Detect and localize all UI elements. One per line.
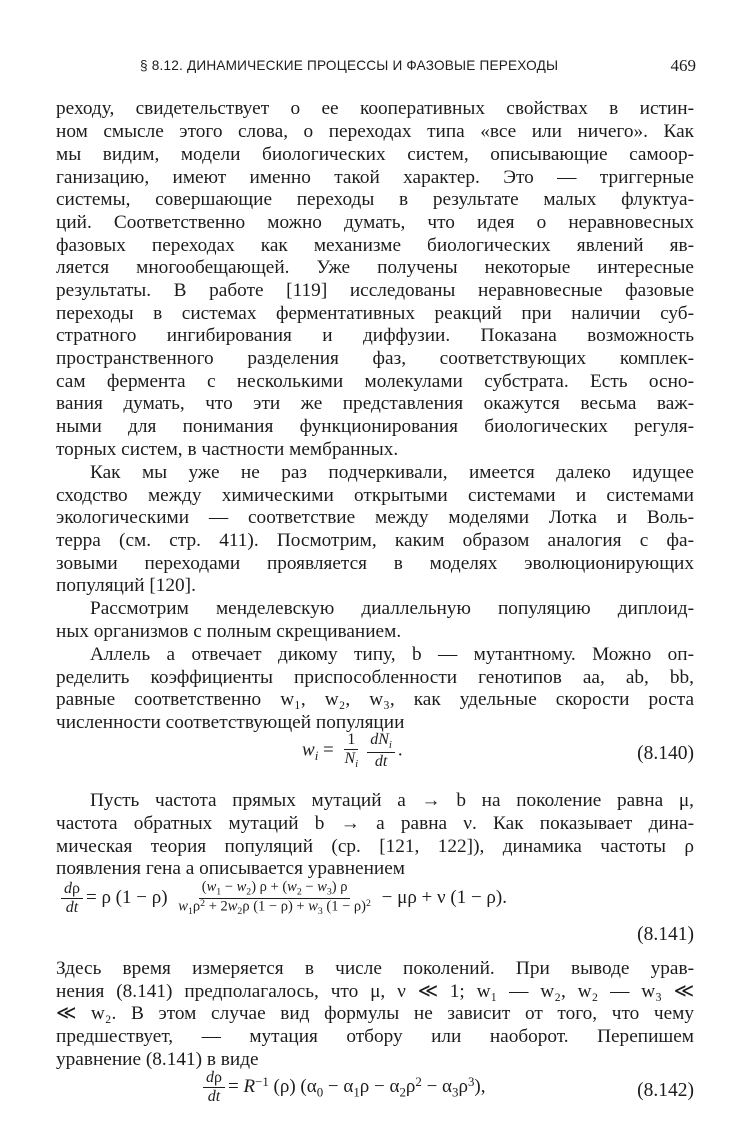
page-number: 469 [670,56,696,75]
text-line: вания думать, что эти же представления окажутся весьма важ- [56,393,694,414]
text-line: ганизацию, имеют именно такой характер. Это — триггерные [56,167,694,188]
text-line: равные соответственно w₁, w₂, w₃, как удельные скорости роста [56,689,694,710]
text-line: популяций [120]. [56,575,196,596]
text-line: фазовых переходах как механизме биологических явлений яв- [56,235,694,256]
equation-number: (8.141) [637,924,694,945]
text-line: ляется многообещающей. Уже получены некоторые интересные [56,257,694,278]
text-line: зовыми переходами проявляется в моделях эволюционирующих [56,553,694,574]
text-line: Пусть частота прямых мутаций a → b на поколение равна μ, [90,790,694,811]
text-line: сходство между химическими открытыми системами и системами [56,485,694,506]
text-line: появления гена a описывается уравнением [56,858,405,879]
equation-8-142: $\frac{d\rho}{dt}$ = $R^{-1}$ (ρ) $(\alpha_0 - \alpha_1\rho - \alpha_2\rho^2 - \alpha_3\rho^3)$, [200,1070,485,1105]
text-line: системы, совершающие переходы в результате малых флуктуа- [56,189,694,210]
text-line: переходы в системах ферментативных реакций при наличии суб- [56,303,694,324]
running-title: § 8.12. ДИНАМИЧЕСКИЕ ПРОЦЕССЫ И ФАЗОВЫЕ ПЕРЕХОДЫ [140,58,559,73]
text-line: сам фермента с несколькими молекулами субстрата. Есть осно- [56,371,694,392]
equation-8-141: $\frac{d\rho}{dt}$ = ρ (1 − ρ) $\frac{(w_1 - w_2) \rho + (w_2 - w_3) \rho}{w_1\rho^2 + 2w_2\rho (1 - \rho) + w_3 (1 - \rho)^2}$ − μρ + ν (1 − ρ). [58,880,507,917]
text-line: экологическими — соответствие между моделями Лотка и Воль- [56,507,694,528]
equation-8-140: $w_i$ = $\frac{1}{N_i}$ $\frac{dN_i}{dt}$ . [302,731,403,770]
text-line: ном смысле этого слова, о переходах типа «все или ничего». Как [56,121,694,142]
text-line: результаты. В работе [119] исследованы неравновесные фазовые [56,280,694,301]
text-line: ных организмов с полным скрещиванием. [56,621,402,642]
text-line: мическая теория популяций (ср. [121, 122]), динамика частоты ρ [56,836,694,857]
equation-number: (8.140) [637,743,694,764]
text-line: численности соответствующей популяции [56,712,405,733]
text-line: терра (см. стр. 411). Посмотрим, каким образом аналогия с фа- [56,530,694,551]
text-line: Аллель a отвечает дикому типу, b — мутантному. Можно оп- [90,644,694,665]
text-line: уравнение (8.141) в виде [56,1049,259,1070]
text-line: пространственного разделения фаз, соответствующих комплек- [56,348,694,369]
text-line: Как мы уже не раз подчеркивали, имеется далеко идущее [90,462,694,483]
text-line: ределить коэффициенты приспособленности генотипов aa, ab, bb, [56,667,694,688]
text-line: нения (8.141) предполагалось, что μ, ν ≪ 1; w₁ — w₂, w₂ — w₃ ≪ [56,981,694,1002]
equation-number: (8.142) [637,1080,694,1101]
text-line: торных систем, в частности мембранных. [56,439,399,460]
text-line: ций. Соответственно можно думать, что идея о неравновесных [56,212,694,233]
text-line: предшествует, — мутация отбору или наоборот. Перепишем [56,1026,694,1047]
text-line: ными для понимания функционирования биологических регуля- [56,416,694,437]
text-line: реходу, свидетельствует о ее кооперативных свойствах в истин- [56,98,694,119]
text-line: ≪ w₂. В этом случае вид формулы не зависит от того, что чему [56,1003,694,1024]
text-line: мы видим, модели биологических систем, описывающие самоор- [56,144,694,165]
text-line: Здесь время измеряется в числе поколений. При выводе урав- [56,958,694,979]
text-line: стратного ингибирования и диффузии. Показана возможность [56,325,694,346]
page-header [140,56,696,80]
text-line: частота обратных мутаций b → a равна ν. Как показывает дина- [56,813,694,834]
text-line: Рассмотрим менделевскую диаллельную популяцию диплоид- [90,598,694,619]
